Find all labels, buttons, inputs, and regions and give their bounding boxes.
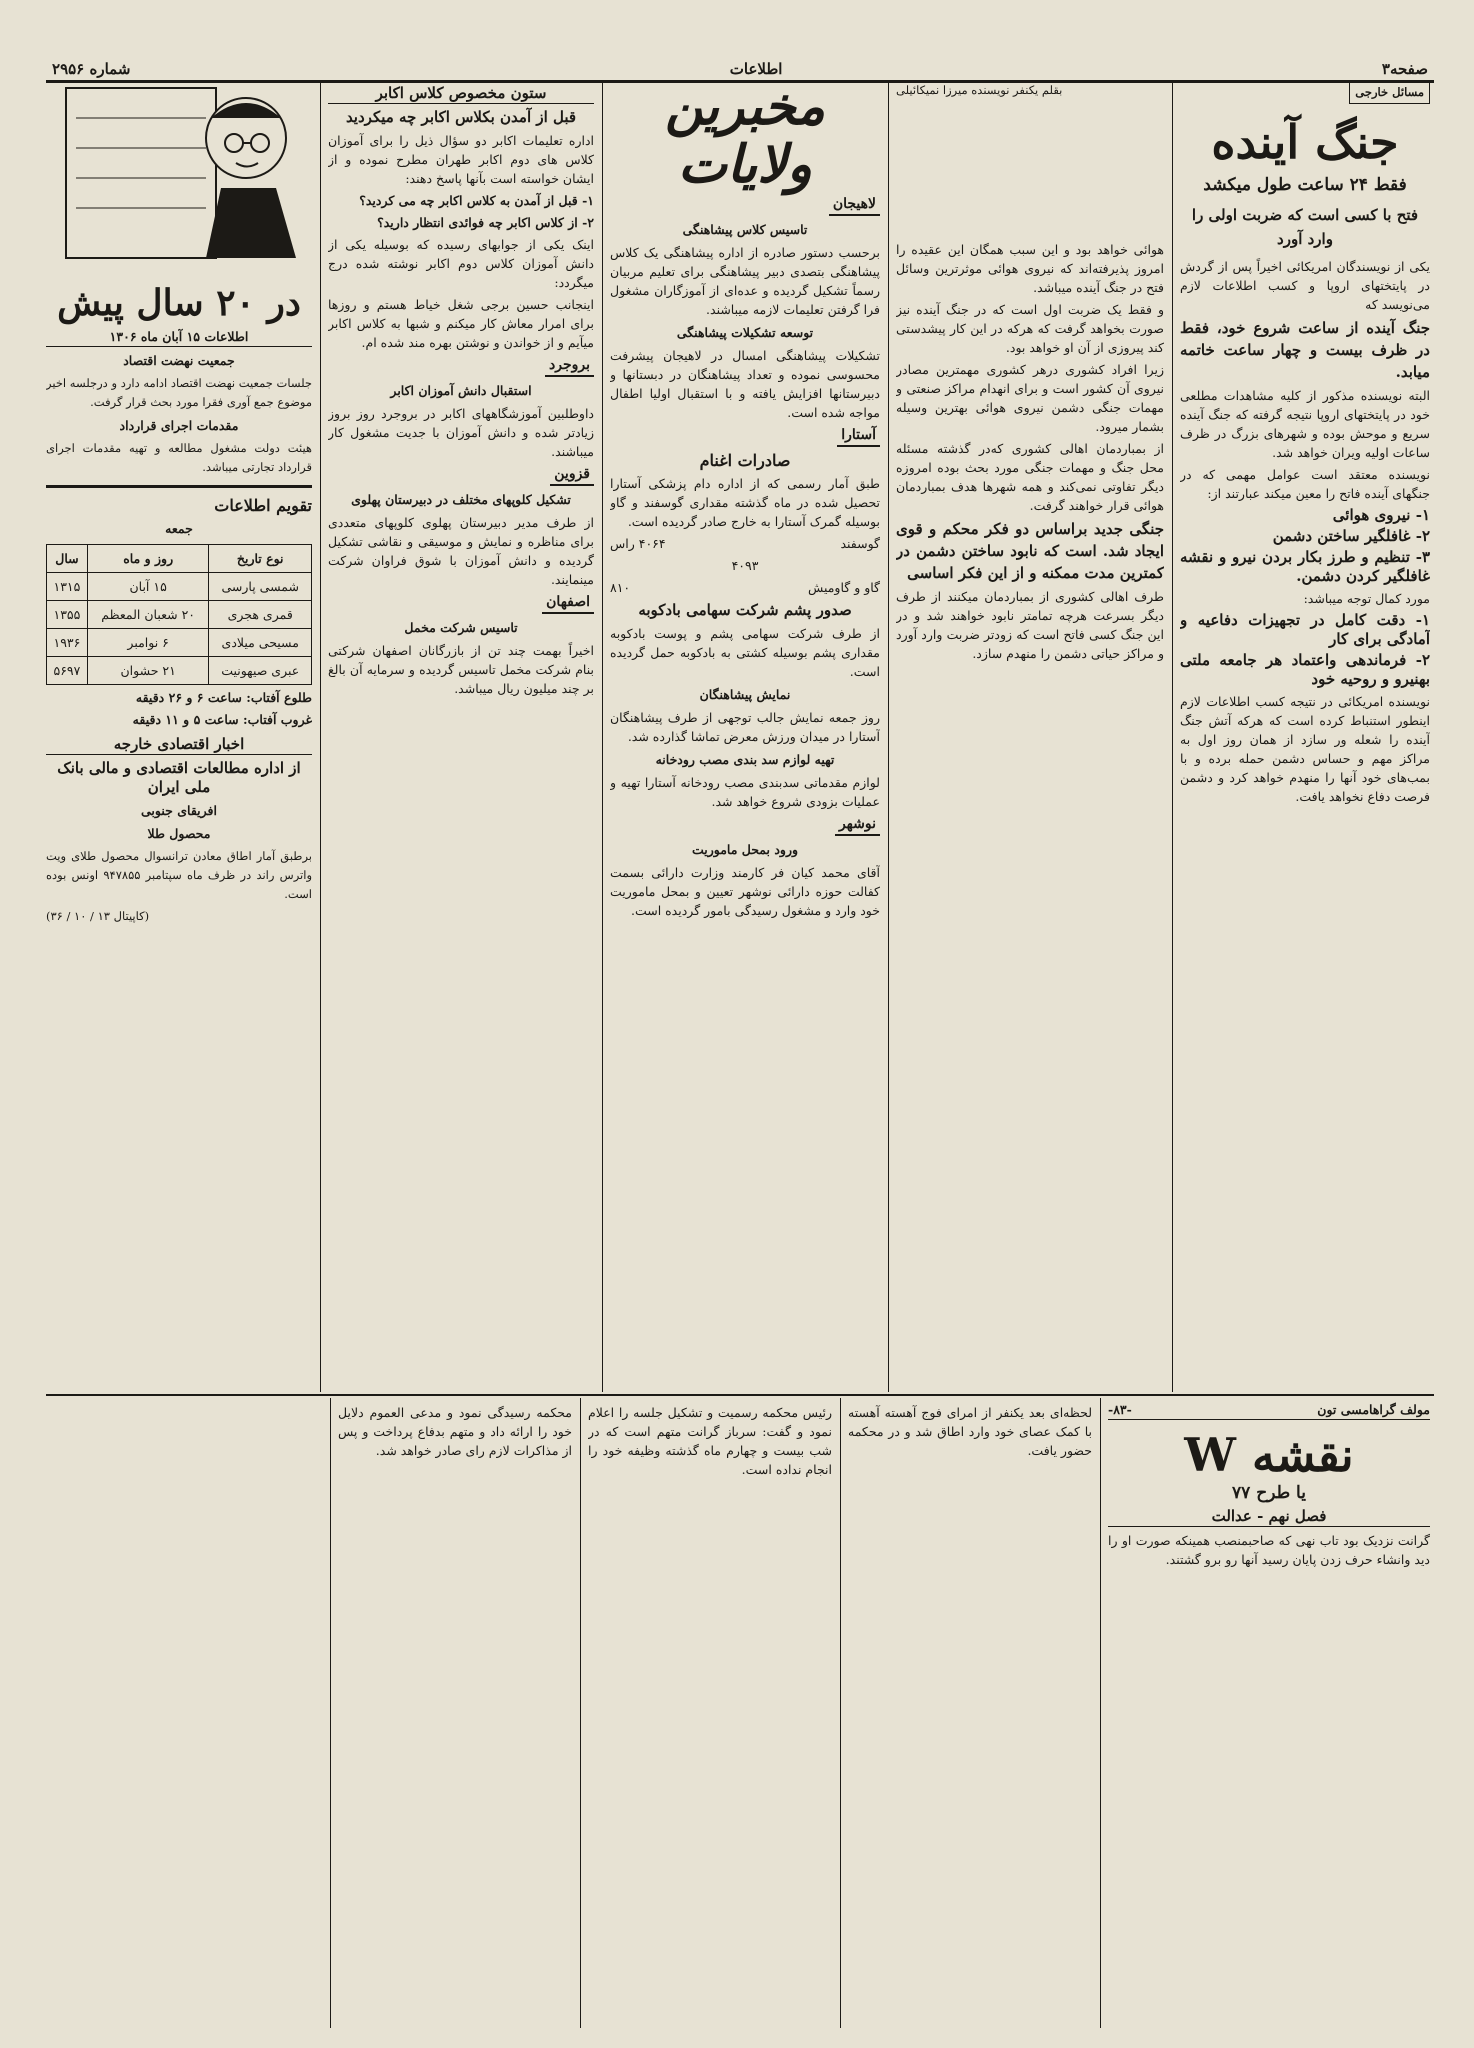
column-rule xyxy=(330,1398,331,2028)
article-subtitle-2: فتح با کسی است که ضربت اولی را وارد آورد xyxy=(1191,206,1419,248)
paragraph: برحسب دستور صادره از اداره پیشاهنگی یک کلاس پیشاهنگی بتصدی دبیر پیشاهنگی برای تعلیم مربیان رسماً تشکیل گردیده و عده‌ای از آموزگاران مشغول فرا گرفتن تعلیمات لازمه میباشند. xyxy=(610,245,880,317)
news-headline: جمعیت نهضت اقتصاد xyxy=(123,353,235,368)
calendar-cell: ۶ نوامبر xyxy=(87,629,209,657)
page-number: صفحه۳ xyxy=(1381,60,1428,78)
calendar-cell: قمری هجری xyxy=(209,601,312,629)
city-label: بروجرد xyxy=(545,356,594,377)
date-line: اطلاعات ۱۵ آبان ماه ۱۳۰۶ xyxy=(46,327,312,347)
table-row xyxy=(47,573,312,601)
calendar-header-row xyxy=(47,545,312,573)
author-byline: مولف گراهامسی تون xyxy=(1317,1402,1430,1417)
calendar-cell: ۵۶۹۷ xyxy=(47,657,88,685)
news-headline: مقدمات اجرای قرارداد xyxy=(119,418,239,433)
news-headline: تشکیل کلوپهای مختلف در دبیرستان پهلوی xyxy=(351,492,571,507)
paragraph: رئیس محکمه رسمیت و تشکیل جلسه را اعلام نمود و گفت: سرباز گرانت متهم است که در شب بیست و چهارم ماه گذشته وظیفه خود را انجام نداده است. xyxy=(588,1405,832,1477)
news-headline: استقبال دانش آموزان اکابر xyxy=(390,383,532,398)
news-headline: نمایش پیشاهنگان xyxy=(699,687,791,702)
paragraph: زیرا افراد کشوری درهر کشوری مهمترین مصادر نیروی آن کشور است و برای انهدام مراکز صنعتی و مهمات جنگی دشمن نیروی هوائی بهترین وسیله بشمار میرود. xyxy=(896,362,1164,434)
calendar-cell: ۲۰ شعبان المعظم xyxy=(87,601,209,629)
export-value: ۸۱۰ xyxy=(610,580,631,595)
adult-classes-column xyxy=(328,78,594,1390)
city-label: نوشهر xyxy=(835,815,880,836)
article-future-war xyxy=(1180,78,1430,1390)
paragraph: اخیراً بهمت چند تن از بازرگانان اصفهان شرکتی بنام شرکت مخمل تاسیس گردیده و سرمایه آن بالغ بر چند میلیون ریال میباشد. xyxy=(328,643,594,696)
article-future-war-cont xyxy=(896,78,1164,1390)
paragraph: لوازم مقدماتی سدبندی مصب رودخانه آستارا تهیه و عملیات بزودی شروع خواهد شد. xyxy=(610,775,880,809)
section-kicker: مسائل خارجی xyxy=(1349,81,1430,104)
sunrise-time: طلوع آفتاب: ساعت ۶ و ۲۶ دقیقه xyxy=(135,690,312,705)
export-label: گوسفند xyxy=(840,536,880,551)
paragraph: از طرف مدیر دبیرستان پهلوی کلوپهای متعددی برای مناظره و نمایش و موسیقی و نقاشی تشکیل گردیده و دانش آموزان با شوق فراوان شرکت مینمایند. xyxy=(328,515,594,587)
paragraph: جلسات جمعیت نهضت اقتصاد ادامه دارد و درجلسه اخیر موضوع جمع آوری فقرا مورد بحث قرار گرفت. xyxy=(46,376,312,409)
export-row xyxy=(610,578,880,597)
paragraph: اینجانب حسین برجی شغل خیاط هستم و روزها برای امرار معاش کار میکنم و شبها به کلاس اکابر میآیم و از خواندن و نوشتن بهره مند شده ام. xyxy=(328,297,594,350)
calendar-title: تقویم اطلاعات xyxy=(214,496,312,515)
paragraph: یکی از نویسندگان امریکائی اخیراً پس از گردش در پایتختهای اروپا و کسب اطلاعات لازم می‌نویسد که xyxy=(1180,259,1430,312)
left-column xyxy=(46,78,312,1390)
news-headline: اخبار اقتصادی خارجه xyxy=(46,735,312,755)
list-item: ۳- تنظیم و طرز بکار بردن نیرو و نقشه غافلگیر کردن دشمن. xyxy=(1180,548,1430,585)
list-item: ۲- غافلگیر ساختن دشمن xyxy=(1272,527,1430,545)
city-label: قزوین xyxy=(550,465,594,486)
paragraph: نویسنده امریکائی در نتیجه کسب اطلاعات لازم اینطور استنباط کرده است که هرکه آتش جنگ آینده را شعله ور سازد از همان روز اول به مراکز مهم و حساس دشمن حمله برده و با بمب‌های خود آنها را منهدم خواهد کرد و دشمن فرصت دفاع نخواهد یافت. xyxy=(1180,694,1430,804)
news-headline: ورود بمحل ماموریت xyxy=(691,842,799,857)
news-headline: صدور پشم شرکت سهامی بادکوبه xyxy=(638,601,852,619)
paragraph: آقای محمد کیان فر کارمند وزارت دارائی بسمت کفالت حوزه دارائی نوشهر تعیین و بمحل ماموریت خود وارد و مشغول رسیدگی بامور گردیده است. xyxy=(610,865,880,918)
paragraph: مورد کمال توجه میباشد: xyxy=(1303,591,1430,606)
paragraph: البته نویسنده مذکور از کلیه مشاهدات مطلعی خود در پایتختهای اروپا نتیجه گرفته که جنگ آینده سریع و موحش بوده و شهرهای بزرگ در ظرف ساعات اولیه ویران خواهد شد. xyxy=(1180,388,1430,460)
question: ۲- از کلاس اکابر چه فوائدی انتظار دارید؟ xyxy=(377,215,594,230)
paragraph: و فقط یک ضربت اول است که در جنگ آینده نیز صورت بخواهد گرفت که هرکه در این کار پیشدستی کند پیروزی از آن او خواهد بود. xyxy=(896,302,1164,355)
column-rule xyxy=(1172,82,1173,1392)
paragraph: هیئت دولت مشغول مطالعه و تهیه مقدمات اجرای قرارداد تجارتی میباشد. xyxy=(46,441,312,474)
section-rule xyxy=(46,485,312,488)
paragraph: از بمباردمان اهالی کشوری که‌در گذشته مسئله محل جنگ و مهمات جنگی مورد بحث بوده امروزه دیگر تفاوتی نمی‌کند و همه شهرها هدف بمباردمان هوائی قرار خواهند گرفت. xyxy=(896,441,1164,513)
column-rule xyxy=(840,1398,841,2028)
issue-number: شماره ۲۹۵۶ xyxy=(52,60,131,78)
news-headline: قبل از آمدن بکلاس اکابر چه میکردید xyxy=(345,108,577,126)
byline: بقلم یکنفر نویسنده میرزا نمیکائیلی xyxy=(896,83,1063,97)
calendar-cell: شمسی پارسی xyxy=(209,573,312,601)
list-item: ۱- نیروی هوائی xyxy=(1332,506,1430,524)
section-kicker: ستون مخصوص کلاس اکابر xyxy=(328,84,594,104)
city-label: اصفهان xyxy=(542,593,594,614)
section-masthead: مخبرین ولایات xyxy=(665,78,825,195)
source-citation: (کاپیتال ۱۳ / ۱۰ / ۳۶) xyxy=(46,909,150,923)
table-row xyxy=(47,629,312,657)
news-headline: افریقای جنوبی xyxy=(141,803,217,818)
serial-story-col4 xyxy=(338,1400,572,2030)
calendar-header: روز و ماه xyxy=(87,545,209,573)
fold-rule xyxy=(46,1394,1434,1396)
serial-subtitle: یا طرح ۷۷ xyxy=(1232,1483,1306,1503)
serial-story-col5 xyxy=(46,1400,322,2030)
serial-story-col2 xyxy=(848,1400,1092,2030)
news-headline: تاسیس کلاس پیشاهنگی xyxy=(682,222,808,237)
paragraph: طبق آمار رسمی که از اداره دام پزشکی آستارا تحصیل شده در ماه گذشته مقداری گوسفند و گاو بوسیله گمرک آستارا به خارج صادر گردیده است. xyxy=(610,476,880,529)
twenty-years-ago-logo: در ۲۰ سال پیش xyxy=(57,282,301,324)
calendar-cell: ۱۳۱۵ xyxy=(47,573,88,601)
export-value: ۴۰۹۳ xyxy=(731,558,759,573)
paragraph: طرف اهالی کشوری از بمباردمان میکنند از طرف دیگر بسرعت هرچه تمامتر نابود خواهند شد و در این جنگ کسی فاتح است که زودتر ضربت وارد آورد و مراکز حیاتی دشمن را منهدم سازد. xyxy=(896,589,1164,661)
article-title: جنگ آینده xyxy=(1211,115,1399,169)
paragraph: برطبق آمار اطاق معادن ترانسوال محصول طلای ویت واترس راند در ظرف ماه سپتامبر ۹۴۷۸۵۵ اونس بوده است. xyxy=(46,849,312,901)
article-subtitle: فقط ۲۴ ساعت طول میکشد xyxy=(1203,175,1407,195)
paragraph: از طرف شرکت سهامی پشم و پوست بادکوبه مقداری پشم بوسیله کشتی به بادکوبه حمل گردیده است. xyxy=(610,626,880,679)
calendar-cell: ۲۱ حشوان xyxy=(87,657,209,685)
export-value: ۴۰۶۴ راس xyxy=(610,536,666,551)
city-label: آستارا xyxy=(837,426,880,447)
city-label: لاهیجان xyxy=(829,195,880,216)
serial-header xyxy=(1108,1400,1430,1420)
calendar-table xyxy=(46,544,312,685)
news-headline: محصول طلا xyxy=(147,826,211,841)
paragraph: محکمه رسیدگی نمود و مدعی العموم دلایل خود را ارائه داد و متهم بدفاع پرداخت و پس از مذاکرات لازم رای صادر خواهد شد. xyxy=(338,1405,572,1458)
column-rule xyxy=(320,82,321,1392)
calendar-cell: ۱۵ آبان xyxy=(87,573,209,601)
table-row xyxy=(47,601,312,629)
list-item: ۱- دقت کامل در تجهیزات دفاعیه و آمادگی برای کار xyxy=(1180,611,1430,648)
calendar-header: سال xyxy=(47,545,88,573)
calendar-cell: عبری صیهونیت xyxy=(209,657,312,685)
calendar-cell: ۱۹۳۶ xyxy=(47,629,88,657)
sunset-time: غروب آفتاب: ساعت ۵ و ۱۱ دقیقه xyxy=(132,712,312,727)
export-label: گاو و گاومیش xyxy=(808,580,880,595)
table-row xyxy=(47,657,312,685)
paragraph: اینک یکی از جوابهای رسیده که بوسیله یکی از دانش آموزان کلاس دوم اکابر نوشته شده درج میگردد: xyxy=(328,237,594,290)
serial-title: نقشه W xyxy=(1184,1428,1354,1482)
list-item: ۲- فرماندهی واعتماد هر جامعه ملتی بهنیرو و روحیه خود xyxy=(1180,651,1430,688)
paragraph: تشکیلات پیشاهنگی امسال در لاهیجان پیشرفت محسوسی نموده و تعداد پیشاهنگان در دبستانها و دبیرستانها افزایش یافته و با استقبال اولیا اطفال مواجه شده است. xyxy=(610,348,880,420)
inline-headline: جنگی جدید براساس دو فکر محکم و قوی ایجاد شد. است که نابود ساختن دشمن در کمترین مدت ممکنه و از این فکر اساسی xyxy=(896,520,1164,582)
paragraph: هوائی خواهد بود و این سبب همگان این عقیده را امروز پذیرفته‌اند که نیروی هوائی موثرترین وسائل فتح در جنگ آینده میباشد. xyxy=(896,242,1164,295)
news-headline: تاسیس شرکت مخمل xyxy=(404,620,518,635)
calendar-header: نوع تاریخ xyxy=(209,545,312,573)
export-row xyxy=(610,534,880,553)
calendar-cell: ۱۳۵۵ xyxy=(47,601,88,629)
column-rule xyxy=(602,82,603,1392)
column-rule xyxy=(1100,1398,1101,2028)
news-headline: صادرات اغنام xyxy=(699,451,791,470)
paper-name: اطلاعات xyxy=(729,60,783,78)
serial-story xyxy=(1108,1400,1430,2030)
question: ۱- قبل از آمدن به کلاس اکابر چه می کردید؟ xyxy=(359,193,594,208)
paragraph: داوطلبین آموزشگاههای اکابر در بروجرد روز بروز زیادتر شده و دانش آموزان با جدیت مشغول کار میباشند. xyxy=(328,406,594,459)
paragraph: لحظه‌ای بعد یکنفر از امرای فوج آهسته آهسته با کمک عصای خود وارد اطاق شد و در محکمه حضور یافت. xyxy=(848,1405,1092,1458)
paragraph: گرانت نزدیک بود تاب نهی که صاحبمنصب همینکه صورت او را دید وانشاء حرف زدن پایان رسید آنها رو برو گشتند. xyxy=(1108,1533,1430,1567)
column-rule xyxy=(888,82,889,1392)
news-headline: از اداره مطالعات اقتصادی و مالی بانک ملی ایران xyxy=(57,759,301,796)
calendar-cell: مسیحی میلادی xyxy=(209,629,312,657)
provinces-news xyxy=(610,78,880,1390)
chapter-title: فصل نهم - عدالت xyxy=(1108,1507,1430,1527)
news-headline: تهیه لوازم سد بندی مصب رودخانه xyxy=(655,752,835,767)
paragraph: اداره تعلیمات اکابر دو سؤال ذیل را برای آموزان کلاس های دوم اکابر طهران مطرح نموده و از ایشان خواسته است بآنها پاسخ دهند: xyxy=(328,133,594,186)
paragraph: روز جمعه نمایش جالب توجهی از طرف پیشاهنگان آستارا در میدان ورزش معرض تماشا گذارده شد. xyxy=(610,710,880,744)
inline-headline: جنگ آینده از ساعت شروع خود، فقط در ظرف بیست و چهار ساعت خاتمه میابد. xyxy=(1180,319,1430,381)
paragraph: نویسنده معتقد است عوامل مهمی که در جنگهای آینده فاتح را معین میکند عبارتند از: xyxy=(1180,467,1430,501)
calendar-day: جمعه xyxy=(165,521,193,536)
episode-number: -۸۳- xyxy=(1108,1402,1132,1417)
column-rule xyxy=(580,1398,581,2028)
serial-story-col3 xyxy=(588,1400,832,2030)
news-headline: توسعه تشکیلات پیشاهنگی xyxy=(676,325,814,340)
reader-caricature-illustration xyxy=(46,78,312,268)
